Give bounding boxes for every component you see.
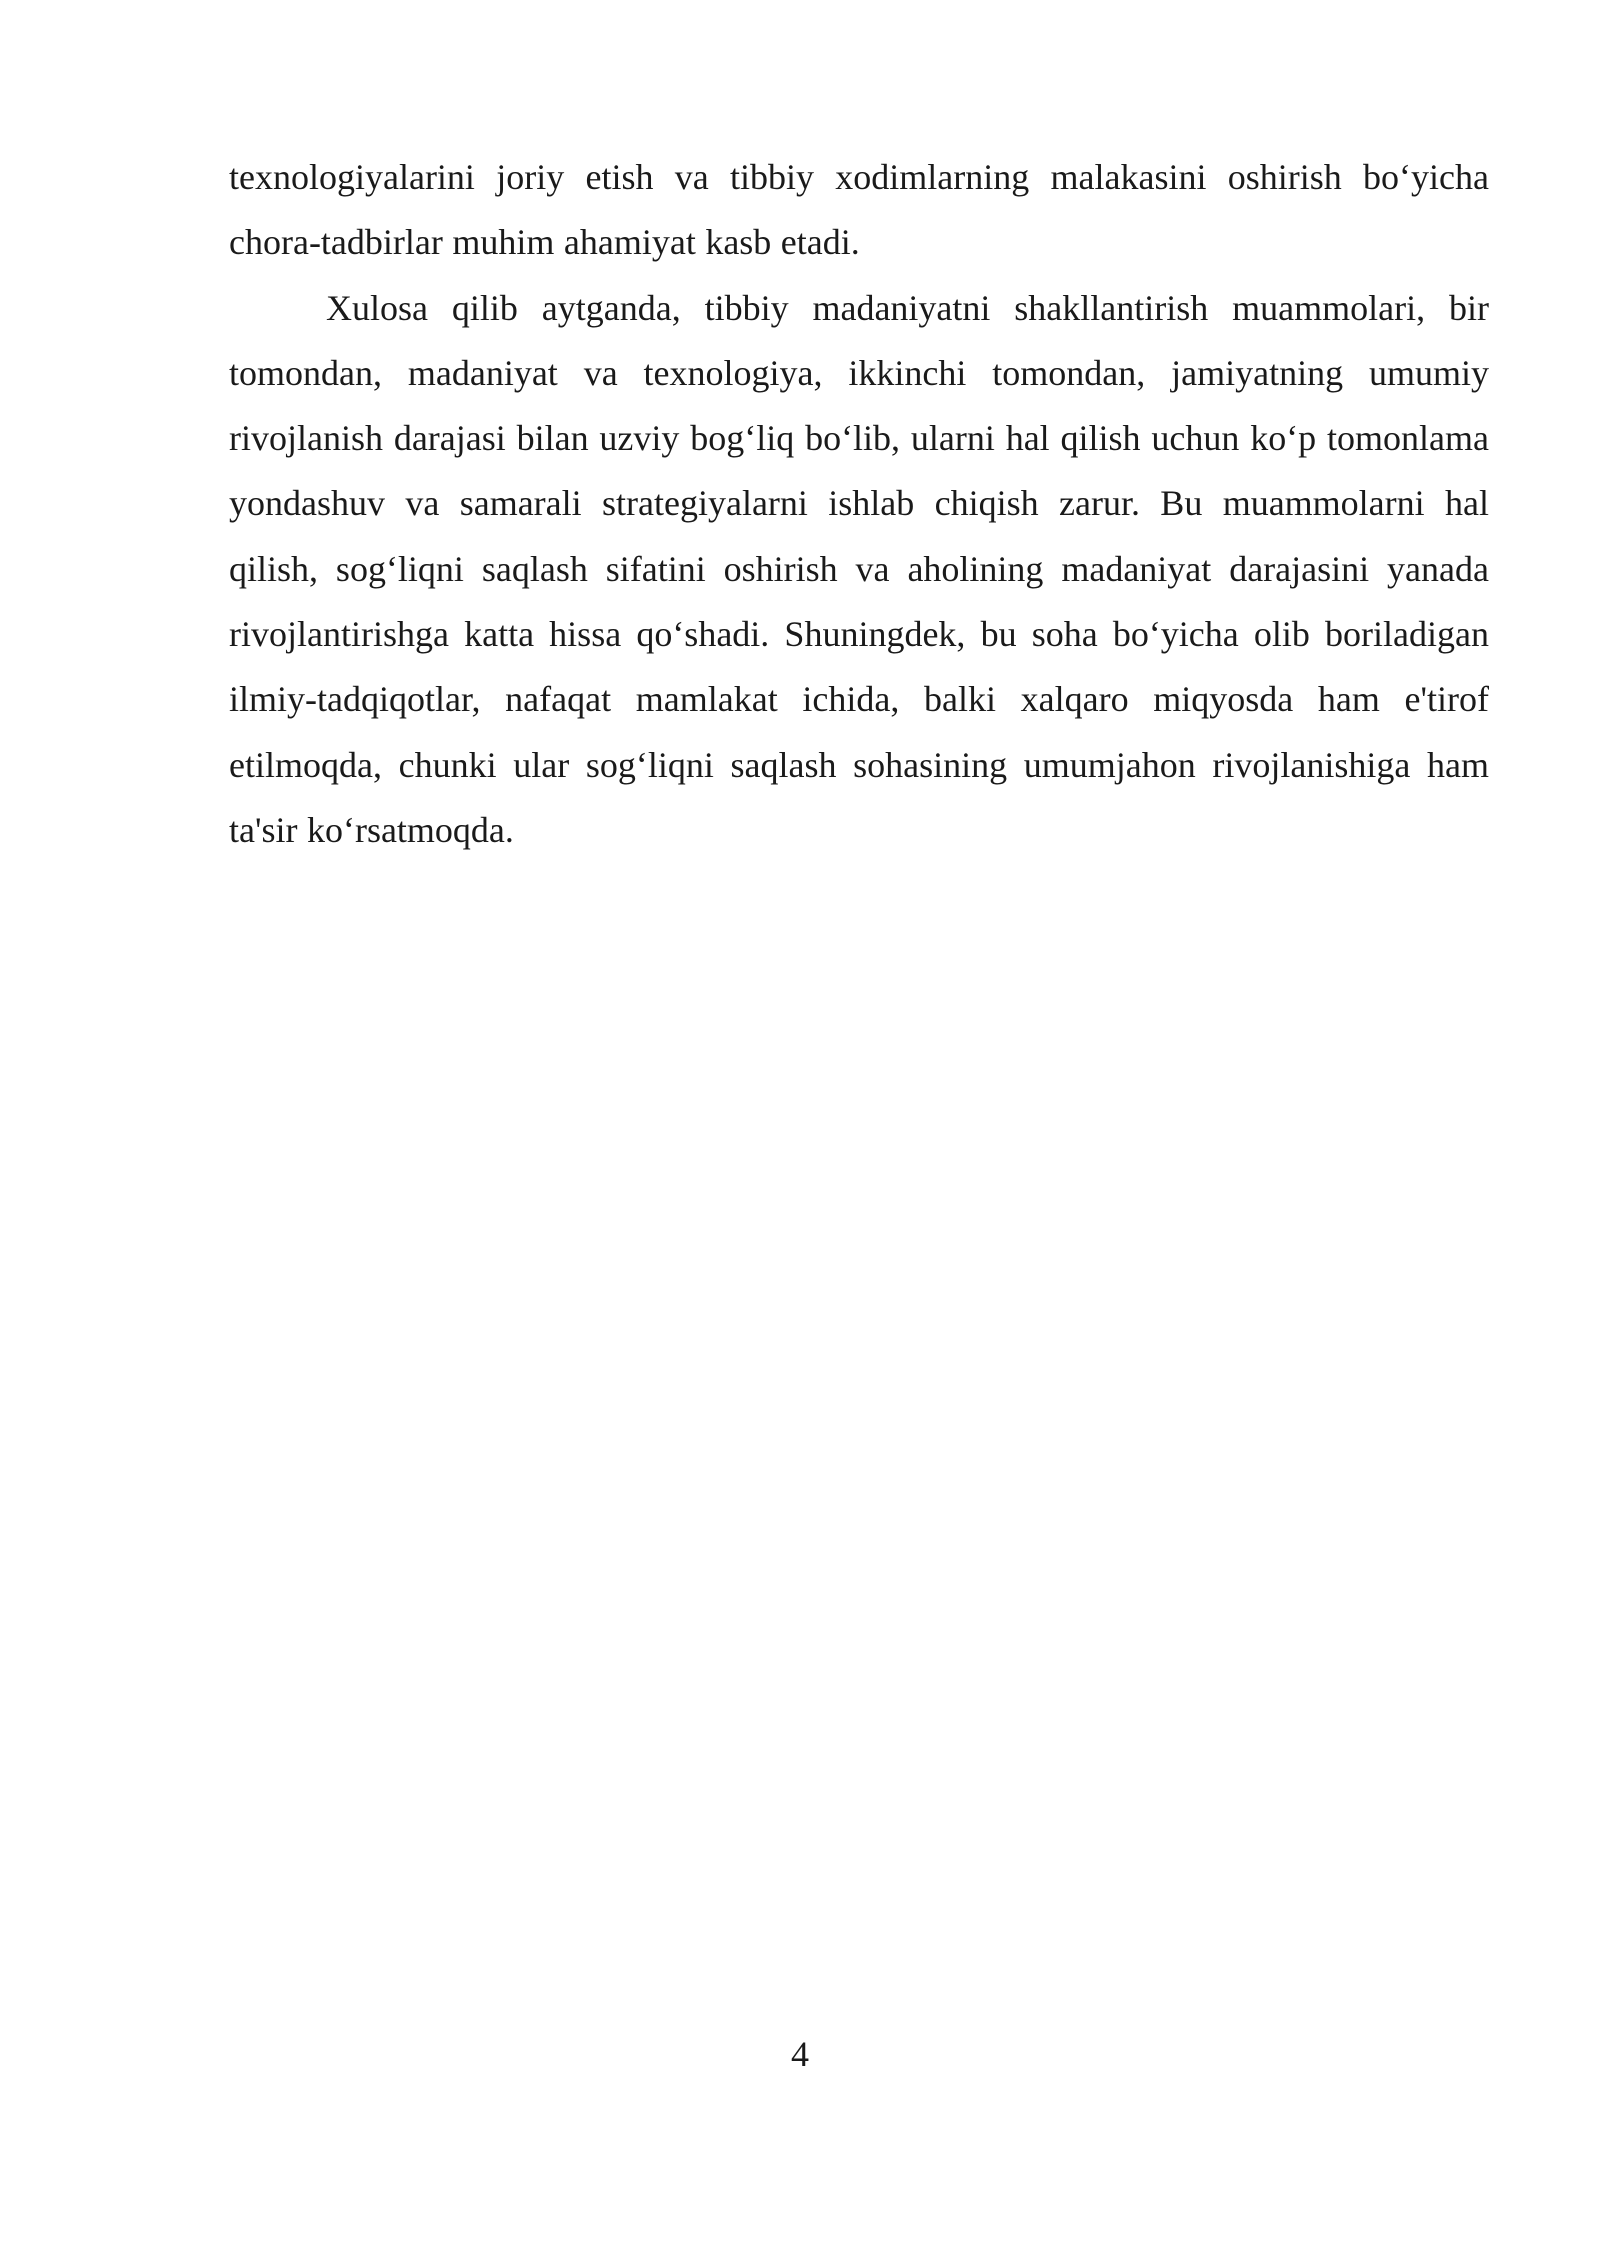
paragraph-continuation: texnologiyalarini joriy etish va tibbiy xodimlarning malakasini oshirish bo‘yicha chora-tadbirlar muhim ahamiyat kasb etadi. (229, 157, 1489, 263)
body-text (229, 145, 1489, 863)
paragraph-conclusion: Xulosa qilib aytganda, tibbiy madaniyatni shakllantirish muammolari, bir tomondan, madaniyat va texnologiya, ikkinchi tomondan, jamiyatning umumiy rivojlanish darajasi bilan uzviy bog‘liq bo‘lib, ularni hal qilish uchun ko‘p tomonlama yondashuv va samarali strategiyalarni ishlab chiqish zarur. Bu muammolarni hal qilish, sog‘liqni saqlash sifatini oshirish va aholining madaniyat darajasini yanada rivojlantirishga katta hissa qo‘shadi. Shuningdek, bu soha bo‘yicha olib boriladigan ilmiy-tadqiqotlar, nafaqat mamlakat ichida, balki xalqaro miqyosda ham e'tirof etilmoqda, chunki ular sog‘liqni saqlash sohasining umumjahon rivojlanishiga ham ta'sir ko‘rsatmoqda. (229, 287, 1489, 850)
page-number: 4 (791, 2034, 809, 2074)
